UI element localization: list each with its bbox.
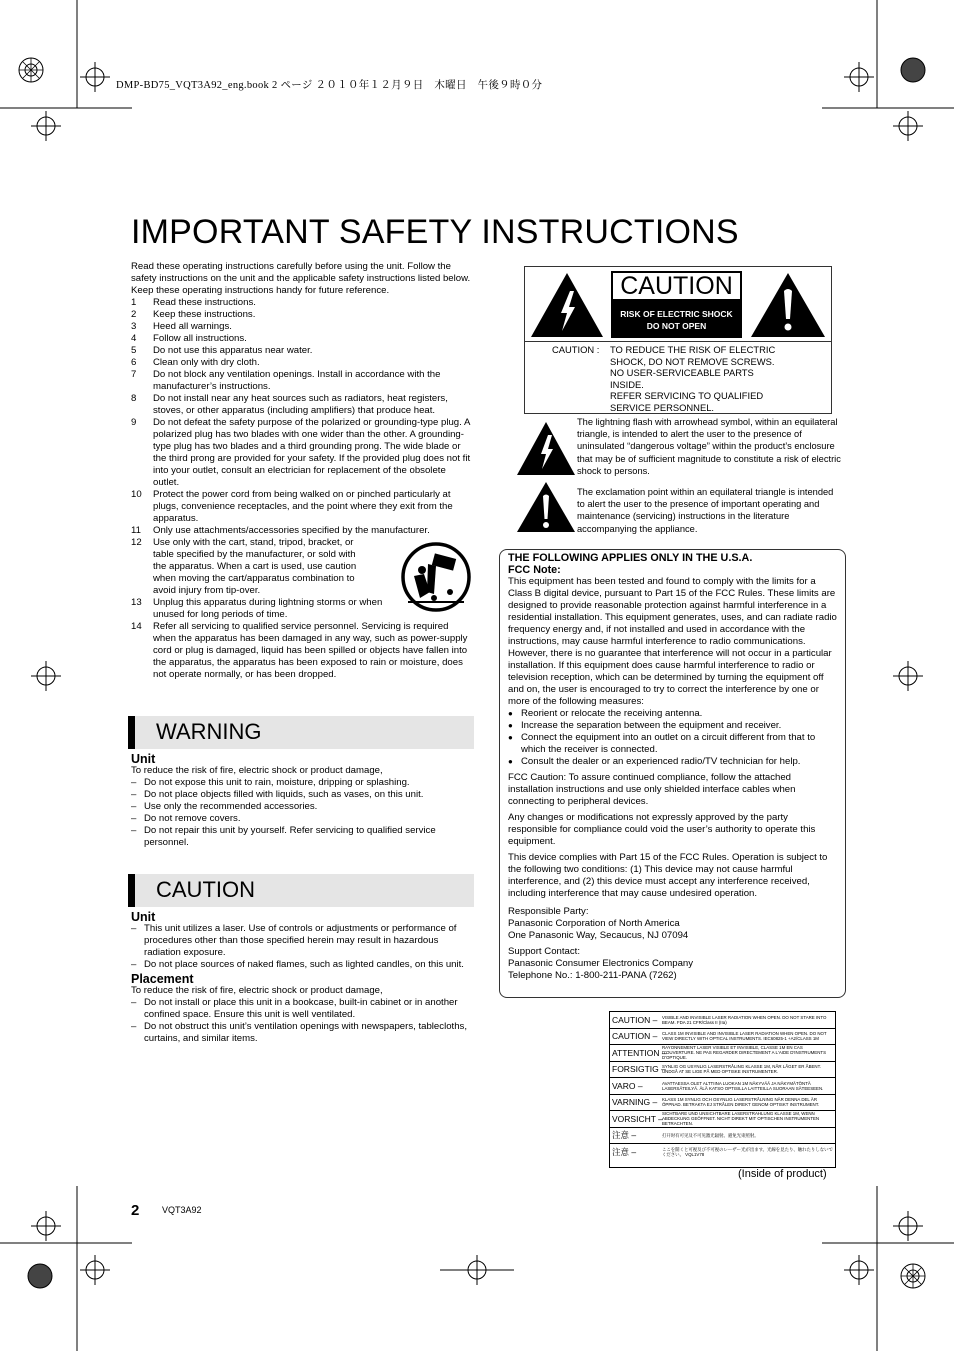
caution-line: SHOCK, DO NOT REMOVE SCREWS. <box>610 355 775 367</box>
laser-label-key: VARNING – <box>612 1097 658 1108</box>
laser-label-text: 打开时有可见及不可见激光辐射。避免光束照射。 <box>662 1132 759 1138</box>
responsible-line-1: Panasonic Corporation of North America <box>508 918 680 929</box>
warning-heading: WARNING <box>156 719 262 744</box>
caution-risk-block <box>611 271 742 338</box>
laser-label-text: CLASS 1M INVISIBLE AND INVISIBLE LASER RADIATION WHEN OPEN. DO NOT VIEW DIRECTLY WITH OPTICAL INSTRUMENTS. IEC60825-1 +A2/CLASS 1M <box>662 1031 827 1042</box>
support-contact <box>508 946 837 982</box>
laser-warning-label <box>609 1011 836 1168</box>
caution-label-box <box>524 266 832 414</box>
caution-section <box>131 911 473 1045</box>
instruction-text: Heed all warnings. <box>153 321 232 332</box>
laser-label-row <box>610 1062 835 1079</box>
instruction-item-12: 12 Use only with the cart, stand, tripod, bracket, or table specified by the manufacturer, or sold with the apparatus. When a cart is used, use caution when moving the cart/apparatus combination to avoid injury from tip-over. <box>131 537 357 596</box>
instruction-number: 6 <box>131 357 137 368</box>
dash-marker: – <box>131 1021 137 1032</box>
dash-marker: – <box>131 801 137 812</box>
list-item-text: Do not place objects filled with liquids, such as vases, on this unit. <box>144 789 424 800</box>
fcc-note-title: FCC Note: <box>508 564 561 576</box>
laser-label-text: ここを開くと可視及び不可視のレーザー光が出ます。光線を見たり、触れたりしないでください。 VQL1V78 <box>662 1146 833 1157</box>
list-item-text: Do not install or place this unit in a bookcase, built-in cabinet or in another confined space. Ensure this unit is well ventilated. <box>144 997 458 1020</box>
risk-text <box>611 309 742 332</box>
instruction-number: 10 <box>131 489 142 500</box>
list-item-text: This unit utilizes a laser. Use of controls or adjustments or performance of procedures other than those specified herein may result in hazardous radiation exposure. <box>144 923 457 958</box>
placement-title: Placement <box>131 972 194 986</box>
list-item-text: Do not repair this unit by yourself. Refer servicing to qualified service personnel. <box>144 825 436 848</box>
dash-marker: – <box>131 825 137 836</box>
instruction-item-13: 13 Unplug this apparatus during lightning storms or when unused for long periods of time. <box>131 597 383 620</box>
fcc-heading: THE FOLLOWING APPLIES ONLY IN THE U.S.A. <box>508 552 753 564</box>
instruction-text: Do not use this apparatus near water. <box>153 345 313 356</box>
laser-label-row <box>610 1128 835 1145</box>
dash-marker: – <box>131 813 137 824</box>
laser-label-key: CAUTION – <box>612 1031 658 1042</box>
instruction-item <box>131 525 473 537</box>
laser-label-key: 注意 – <box>612 1130 637 1141</box>
list-item <box>131 959 473 971</box>
laser-label-row <box>610 1012 835 1029</box>
instruction-text: Keep these instructions. <box>153 309 256 320</box>
instruction-item <box>131 393 473 417</box>
list-item-text: Do not expose this unit to rain, moisture, dripping or splashing. <box>144 777 410 788</box>
list-item-text: Do not place sources of naked flames, such as lighted candles, on this unit. <box>144 959 464 970</box>
instruction-number: 9 <box>131 417 137 428</box>
instruction-text: Follow all instructions. <box>153 333 247 344</box>
label-caption: (Inside of product) <box>738 1168 827 1180</box>
fcc-para-4: This device complies with Part 15 of the FCC Rules. Operation is subject to the following two conditions: (1) This device may not cause harmful interference, and (2) this device must accept any interference received, including interference that may cause undesired operation. <box>508 852 828 899</box>
bullet-icon: ● <box>508 721 513 730</box>
list-item-text: Use only the recommended accessories. <box>144 801 318 812</box>
instruction-text: Protect the power cord from being walked on or pinched particularly at plugs, convenience receptacles, and the point where they exit from the apparatus. <box>153 489 453 524</box>
bullet-icon: ● <box>508 757 513 766</box>
intro-text: Read these operating instructions carefully before using the unit. Follow the safety instructions on the unit and the applicable safety instructions listed below. Keep these operating instructions handy for future reference. <box>131 261 471 296</box>
caution-heading-band <box>128 874 474 907</box>
safety-instructions <box>131 261 473 681</box>
fcc-bullet-text: Connect the equipment into an outlet on a circuit different from that to which the receiver is connected. <box>521 732 816 755</box>
responsible-line-2: One Panasonic Way, Secaucus, NJ 07094 <box>508 930 689 941</box>
list-item-text: Do not remove covers. <box>144 813 241 824</box>
bullet-icon: ● <box>508 709 513 718</box>
list-item-text: Do not obstruct this unit’s ventilation openings with newspapers, tablecloths, curtains, and similar items. <box>144 1021 467 1044</box>
doc-code: VQT3A92 <box>162 1205 202 1215</box>
bullet-icon: ● <box>508 733 513 742</box>
instruction-item <box>131 417 473 489</box>
laser-label-key: FORSIGTIG – <box>612 1064 666 1075</box>
instruction-list <box>131 297 473 537</box>
instruction-number: 8 <box>131 393 137 404</box>
exclamation-triangle-icon <box>749 271 827 339</box>
warning-section <box>131 753 473 849</box>
fcc-bullet <box>508 708 837 720</box>
instruction-item <box>131 333 473 345</box>
support-line-1: Panasonic Consumer Electronics Company <box>508 958 694 969</box>
instruction-item <box>131 489 473 525</box>
laser-label-text: SYNLIG OG USYNLIG LASERSTRÅLING KLASSE 1M, NÅR LÅGET ER ÅBENT. UNDGÅ AT SE LIGE PÅ MED OPTISKE INSTRUMENTER. <box>662 1064 822 1075</box>
instruction-number: 7 <box>131 369 137 380</box>
laser-label-key: VORSICHT – <box>612 1113 663 1124</box>
fcc-bullet-list <box>508 708 837 768</box>
caution-line: REFER SERVICING TO QUALIFIED <box>610 390 764 402</box>
placement-lead: To reduce the risk of fire, electric shock or product damage, <box>131 985 383 996</box>
warning-list <box>131 777 473 849</box>
lightning-triangle-icon <box>529 271 605 339</box>
instruction-text: Only use attachments/accessories specified by the manufacturer. <box>153 525 430 536</box>
fcc-bullet <box>508 732 837 756</box>
cart-tipover-icon <box>400 542 472 612</box>
laser-label-text: AVATTAESSA OLET ALTTIINA LUOKAN 1M NÄKYVÄÄ JA NÄKYMÄTÖNTÄ LASERSÄTEILYÄ. ÄLÄ KATSO OPTISILLA LAITTEILLA SUORAAN SÄTEESEEN. <box>662 1080 824 1091</box>
page-title: IMPORTANT SAFETY INSTRUCTIONS <box>131 213 739 251</box>
laser-label-text: RAYONNEMENT LASER VISIBLE ET INVISIBLE, CLASSE 1M EN CAS D'OUVERTURE. NE PAS REGARDER DIRECTEMENT A L'AIDE D'INSTRUMENTS D'OPTIQUE. <box>662 1045 827 1061</box>
caution-word: CAUTION <box>613 273 740 299</box>
instruction-item <box>131 321 473 333</box>
fcc-para-1: This equipment has been tested and found to comply with the limits for a Class B digital device, pursuant to Part 15 of the FCC Rules. These limits are designed to provide reasonable protection against harmful interference in a residential installation. This equipment generates, uses, and can radiate radio frequency energy and, if not installed and used in accordance with the instructions, may cause harmful interference to radio communications. However, there is no guarantee that interference will not occur in a particular installation. If this equipment does cause harmful interference to radio or television reception, which can be determined by turning the equipment off and on, the user is encouraged to try to correct the interference by one or more of the following measures: <box>508 576 837 707</box>
fcc-notice-box <box>499 549 846 998</box>
laser-label-key: ATTENTION – <box>612 1047 667 1058</box>
instruction-number: 5 <box>131 345 137 356</box>
warning-unit-title: Unit <box>131 752 156 766</box>
laser-label-row <box>610 1144 835 1160</box>
list-item <box>131 789 473 801</box>
caution-unit-title: Unit <box>131 910 156 924</box>
instruction-number: 4 <box>131 333 137 344</box>
instruction-item <box>131 345 473 357</box>
caution-line: NO USER-SERVICEABLE PARTS <box>610 367 754 379</box>
dash-marker: – <box>131 923 137 934</box>
lightning-triangle-small-icon <box>516 421 576 476</box>
responsible-title: Responsible Party: <box>508 906 589 917</box>
dash-marker: – <box>131 997 137 1008</box>
fcc-para-3: Any changes or modifications not expressly approved by the party responsible for compliance could void the user’s authority to operate this equipment. <box>508 812 816 847</box>
dash-marker: – <box>131 959 137 970</box>
laser-label-row <box>610 1029 835 1046</box>
fcc-para-2: FCC Caution: To assure continued compliance, follow the attached installation instructions and use only shielded interface cables when connecting to peripheral devices. <box>508 772 796 807</box>
list-item <box>131 1021 473 1045</box>
caution-line: TO REDUCE THE RISK OF ELECTRIC <box>610 344 776 355</box>
instruction-item-14: 14 Refer all servicing to qualified service personnel. Servicing is required when the apparatus has been damaged in any way, such as power-supply cord or plug is damaged, liquid has been spilled or objects have fallen into the apparatus, the apparatus has been exposed to rain or moisture, does not operate normally, or has been dropped. <box>131 621 468 680</box>
caution-line: INSIDE. <box>610 378 644 390</box>
caution-line: SERVICE PERSONNEL. <box>610 401 715 413</box>
lightning-explanation: The lightning flash with arrowhead symbol, within an equilateral triangle, is intended to alert the user to the presence of uninsulated “dangerous voltage” within the product’s enclosure that may be of sufficient magnitude to constitute a risk of electric shock to persons. <box>577 417 841 476</box>
laser-label-key: 注意 – <box>612 1146 637 1157</box>
laser-label-text: SICHTBARE UND UNSICHTBARE LASERSTRAHLUNG KLASSE 1M, WENN ABDECKUNG GEÖFFNET. NICHT DIREKT MIT OPTISCHEN INSTRUMENTEN BETRACHTEN. <box>662 1111 820 1127</box>
exclamation-explanation: The exclamation point within an equilateral triangle is intended to alert the user to the presence of important operating and maintenance (servicing) instructions in the literature accompanying the appliance. <box>577 487 834 534</box>
page-number: 2 <box>131 1202 140 1219</box>
instruction-item <box>131 297 473 309</box>
caution-label: CAUTION : <box>552 344 600 355</box>
instruction-text: Do not install near any heat sources such as radiators, heat registers, stoves, or other apparatus (including amplifiers) that produce heat. <box>153 393 448 416</box>
instruction-item <box>131 369 473 393</box>
list-item <box>131 997 473 1021</box>
dash-marker: – <box>131 777 137 788</box>
risk-line-1: RISK OF ELECTRIC SHOCK <box>620 309 733 319</box>
laser-label-text: VISIBLE AND INVISIBLE LASER RADIATION WHEN OPEN. DO NOT STARE INTO BEAM. FDA 21 CFR/Class II (IIa) <box>662 1014 827 1025</box>
instruction-number: 2 <box>131 309 137 320</box>
laser-label-key: CAUTION – <box>612 1014 658 1025</box>
caution-text <box>610 344 775 414</box>
laser-label-row <box>610 1111 835 1128</box>
list-item <box>131 801 473 813</box>
fcc-bullet-text: Reorient or relocate the receiving antenna. <box>521 708 703 719</box>
support-title: Support Contact: <box>508 946 580 957</box>
instruction-number: 3 <box>131 321 137 332</box>
print-header: DMP-BD75_VQT3A92_eng.book 2 ページ ２０１０年１２月９日 木曜日 午後９時０分 <box>116 80 543 91</box>
laser-label-row <box>610 1078 835 1095</box>
list-item <box>131 825 473 849</box>
responsible-party <box>508 906 837 942</box>
list-item <box>131 813 473 825</box>
instruction-item <box>131 309 473 321</box>
instruction-text: Read these instructions. <box>153 297 256 308</box>
caution-unit-list <box>131 923 473 971</box>
instruction-number: 1 <box>131 297 137 308</box>
placement-list <box>131 997 473 1045</box>
list-item <box>131 777 473 789</box>
laser-label-key: VARO – <box>612 1080 643 1091</box>
laser-label-row <box>610 1095 835 1112</box>
risk-line-2: DO NOT OPEN <box>646 320 707 331</box>
laser-label-row <box>610 1045 835 1062</box>
fcc-bullet <box>508 756 837 768</box>
instruction-text: Clean only with dry cloth. <box>153 357 260 368</box>
instruction-text: Do not block any ventilation openings. Install in accordance with the manufacturer’s instructions. <box>153 369 441 392</box>
list-item <box>131 923 473 959</box>
fcc-bullet-text: Consult the dealer or an experienced radio/TV technician for help. <box>521 756 801 767</box>
instruction-item <box>131 357 473 369</box>
laser-label-text: KLASS 1M SYNLIG OCH OSYNLIG LASERSTRÅLNING NÄR DENNA DEL ÄR ÖPPNAD. BETRAKTA EJ STRÅLEN DIREKT GENOM OPTISKT INSTRUMENT. <box>662 1097 820 1108</box>
exclamation-triangle-small-icon <box>516 481 576 533</box>
fcc-bullet-text: Increase the separation between the equipment and receiver. <box>521 720 782 731</box>
instruction-text: Do not defeat the safety purpose of the polarized or grounding-type plug. A polarized plug has two blades with one wider than the other. A grounding-type plug has two blades and a third grounding prong. The wide blade or the third prong are provided for your safety. If the provided plug does not fit into your outlet, consult an electrician for replacement of the obsolete outlet. <box>153 417 471 488</box>
instruction-number: 11 <box>131 525 141 536</box>
fcc-bullet <box>508 720 837 732</box>
support-line-2: Telephone No.: 1-800-211-PANA (7262) <box>508 970 677 981</box>
caution-heading: CAUTION <box>156 877 255 902</box>
warning-lead: To reduce the risk of fire, electric shock or product damage, <box>131 765 383 776</box>
warning-heading-band <box>128 716 474 749</box>
dash-marker: – <box>131 789 137 800</box>
